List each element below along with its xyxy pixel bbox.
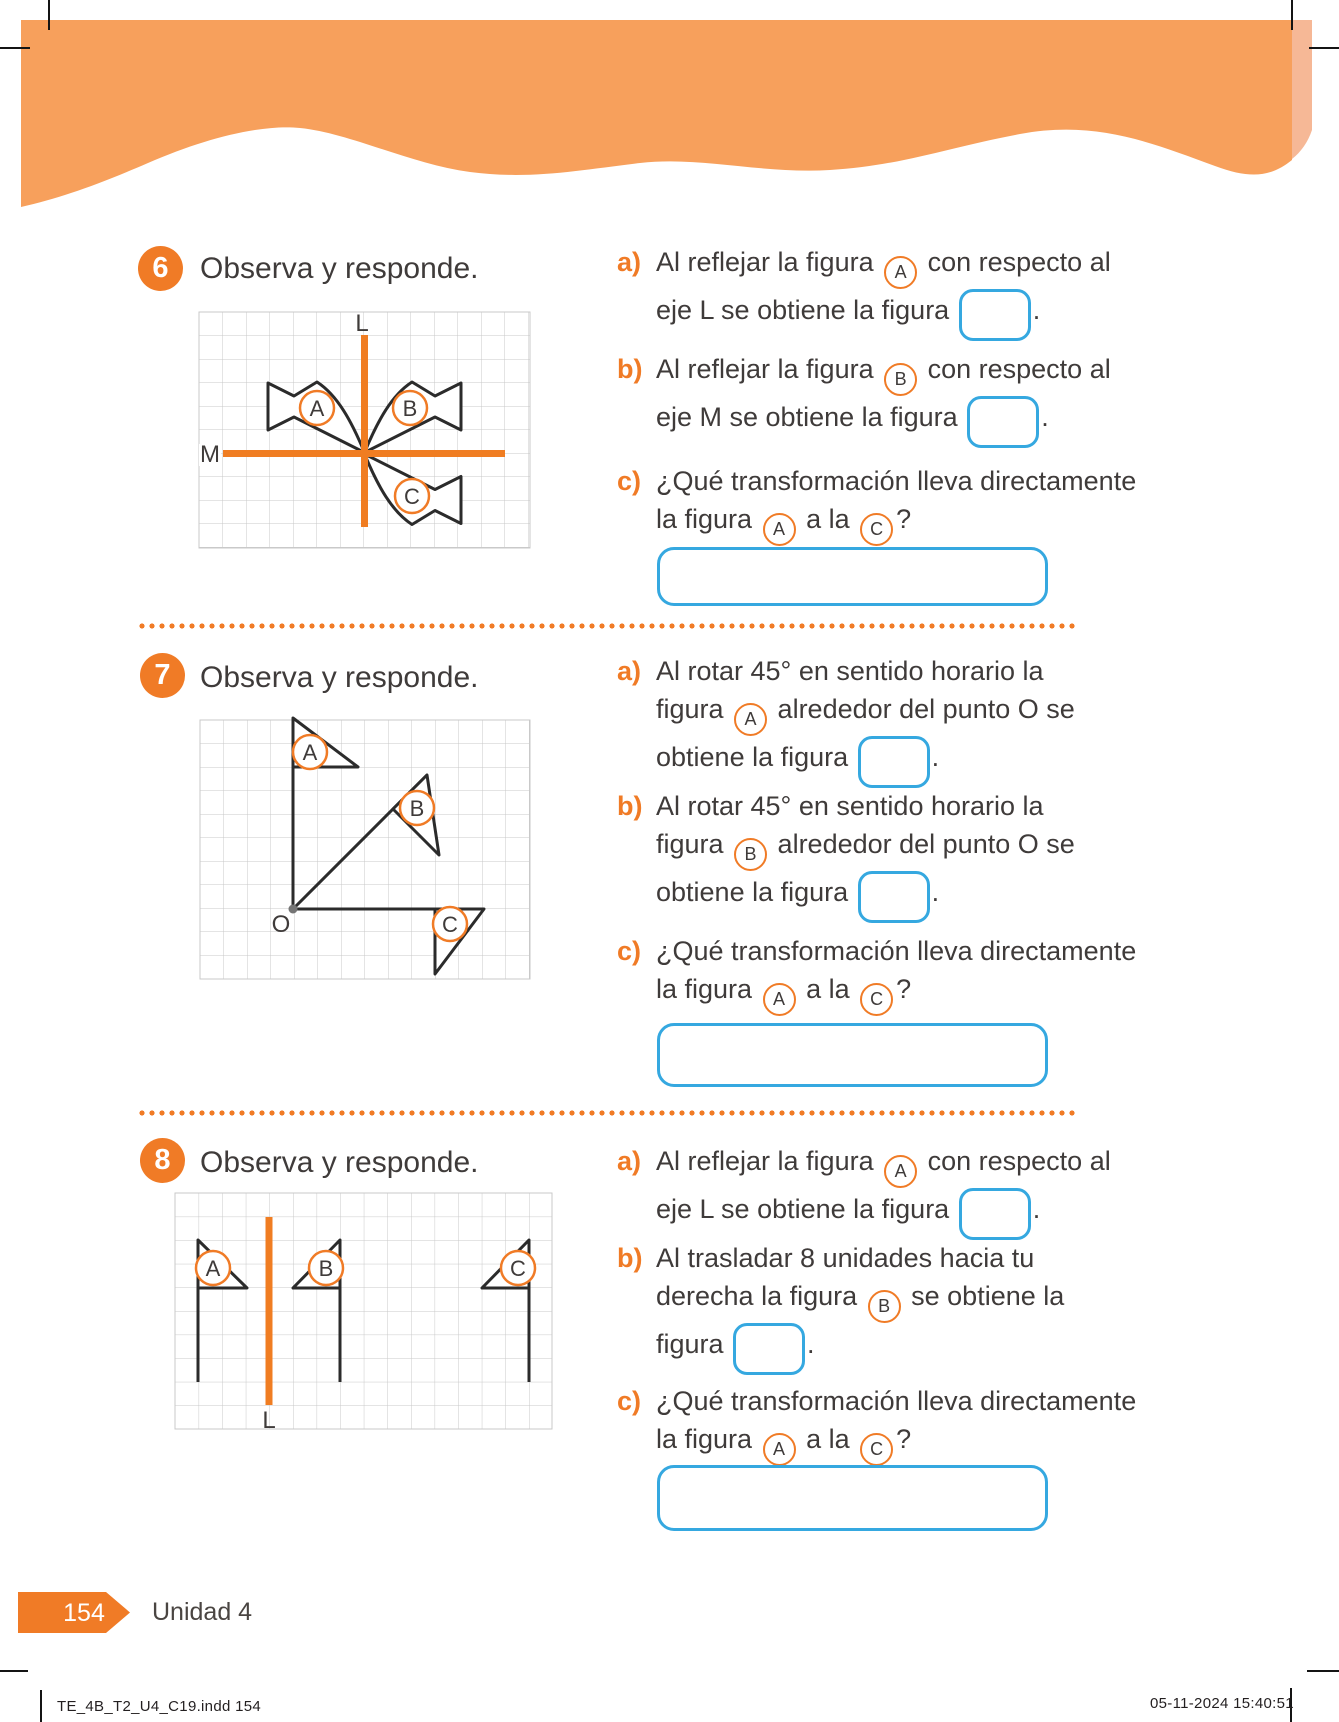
question-text: . [1032,294,1041,325]
question-text: obtiene la figura [656,741,856,772]
question-text: Al rotar 45° en sentido horario la [656,791,1044,821]
figure-a-chip [293,735,327,769]
question-7a-text [656,652,1075,788]
question-text: ¿Qué transformación lleva directamente [656,936,1137,966]
figure-a-chip [300,391,334,425]
question-text: . [807,1328,815,1359]
answer-box-large-6c[interactable] [657,547,1048,606]
svg-text:B: B [318,1256,334,1281]
exercise-7-diagram [200,720,530,979]
axis-l-label: L [355,310,369,337]
answer-box-inline[interactable] [733,1323,805,1375]
figure-b-chip-inline: B [734,838,767,871]
print-date-line: 05-11-2024 15:40:51 [1150,1695,1294,1712]
answer-box-inline[interactable] [858,736,930,788]
question-8b [617,1239,1064,1375]
exercise-6-number-badge [138,246,183,291]
question-text: ? [896,1424,912,1454]
question-text: Al reflejar la figura [656,247,882,277]
exercise-8-number-badge [140,1138,185,1183]
question-6a [617,243,1111,341]
answer-box-inline[interactable] [858,871,930,923]
cropmark-top-left-h [0,47,30,49]
exercise-6-diagram [199,312,530,548]
question-text: Al rotar 45° en sentido horario la [656,656,1044,686]
question-text: ? [896,974,912,1004]
exercise-6-number: 6 [152,252,169,284]
question-7c [617,932,1136,1016]
question-text: derecha la figura [656,1281,865,1311]
question-8c-text [656,1382,1136,1466]
question-text: a la [798,1424,858,1454]
exercise-6-prompt: Observa y responde. [200,252,479,285]
svg-text:A: A [309,396,325,421]
question-7b-label: b) [617,791,643,821]
question-text: . [1032,1193,1041,1224]
cropmark-bottom-left-v [40,1690,42,1722]
cropmark-bottom-right-h [1307,1670,1339,1672]
figure-a-chip-inline: A [734,703,767,736]
question-text: . [1041,401,1049,432]
question-text: eje L se obtiene la figura [656,1193,957,1224]
question-6c-text [656,462,1136,546]
exercise-8-number: 8 [154,1144,171,1176]
section-separator-2 [137,1110,1075,1116]
point-o-label: O [271,911,291,938]
question-text: . [931,876,940,907]
question-text: con respecto al [920,1146,1111,1176]
figure-a-chip-inline: A [763,1433,796,1466]
question-text: figura [656,829,732,859]
question-8b-label: b) [617,1243,643,1273]
header-wave-shape [21,20,1292,207]
question-8b-text [656,1239,1064,1375]
figure-b-chip [400,791,434,825]
question-6c [617,462,1136,546]
axis-l-label: L [262,1407,276,1434]
figure-a-chip-inline: A [763,983,796,1016]
figure-a-chip [196,1251,230,1285]
figure-a-chip-inline: A [884,1155,917,1188]
question-6c-label: c) [617,466,642,496]
question-text: a la [798,974,858,1004]
question-7a [617,652,1075,788]
svg-text:B: B [409,796,425,821]
question-text: Al reflejar la figura [656,1146,882,1176]
grid-7 [200,720,530,979]
svg-text:C: C [404,484,420,509]
figure-b-chip-inline: B [884,363,917,396]
question-text: eje L se obtiene la figura [656,294,957,325]
question-text: ? [896,504,912,534]
svg-text:C: C [442,912,458,937]
figure-a-chip-inline: A [884,256,917,289]
question-text: la figura [656,974,760,1004]
cropmark-top-right-v [1291,0,1293,30]
answer-box-inline[interactable] [959,1188,1031,1240]
question-8c-label: c) [617,1386,642,1416]
section-separator-1 [137,623,1075,629]
exercise-7-number-badge [140,653,185,698]
figure-b-chip-inline: B [868,1290,901,1323]
header-strip [1292,20,1312,159]
svg-text:A: A [302,740,318,765]
question-text: Al trasladar 8 unidades hacia tu [656,1243,1035,1273]
figure-c-chip-inline: C [860,983,893,1016]
question-6a-label: a) [617,247,642,277]
question-text: la figura [656,504,760,534]
question-8a-label: a) [617,1146,642,1176]
question-8c [617,1382,1136,1466]
question-text: ¿Qué transformación lleva directamente [656,1386,1137,1416]
figure-c-chip-inline: C [860,513,893,546]
question-text: alrededor del punto O se [770,829,1075,859]
question-text: se obtiene la [903,1281,1065,1311]
question-7a-label: a) [617,656,642,686]
question-7c-text [656,932,1136,1016]
cropmark-top-right-h [1309,47,1339,49]
header-wave [0,0,1339,220]
figure-c-chip-inline: C [860,1433,893,1466]
question-text: la figura [656,1424,760,1454]
question-text: Al reflejar la figura [656,354,882,384]
answer-box-large-8c[interactable] [657,1465,1048,1531]
svg-text:A: A [205,1256,221,1281]
question-text: . [931,741,940,772]
svg-text:C: C [510,1256,526,1281]
question-text: eje M se obtiene la figura [656,401,966,432]
page-number: 154 [63,1599,105,1627]
figure-a-chip-inline: A [763,513,796,546]
answer-box-large-7c[interactable] [657,1023,1048,1087]
exercise-7-prompt: Observa y responde. [200,661,479,694]
figure-c-chip [501,1251,535,1285]
question-6b [617,350,1111,448]
question-text: con respecto al [920,247,1111,277]
svg-text:B: B [402,396,418,421]
question-text: obtiene la figura [656,876,856,907]
question-text: ¿Qué transformación lleva directamente [656,466,1137,496]
figure-c-chip [433,907,467,941]
page-number-badge [18,1592,132,1633]
figure-b-chip [393,391,427,425]
cropmark-bottom-left-h [0,1670,28,1672]
unit-label: Unidad 4 [152,1598,253,1626]
exercise-8-diagram [175,1193,552,1434]
question-6a-text [656,243,1111,341]
question-6b-text [656,350,1111,448]
print-file-line: TE_4B_T2_U4_C19.indd 154 [57,1698,262,1715]
question-7b-text [656,787,1075,923]
answer-box-inline[interactable] [959,289,1031,341]
question-text: a la [798,504,858,534]
question-8a-text [656,1142,1111,1240]
question-text: figura [656,1328,732,1359]
question-6b-label: b) [617,354,643,384]
exercise-7-number: 7 [154,659,171,691]
question-8a [617,1142,1111,1240]
figure-c-chip [395,479,429,513]
grid-8 [175,1193,552,1429]
question-text: alrededor del punto O se [770,694,1075,724]
answer-box-inline[interactable] [967,396,1039,448]
figure-b-chip [309,1251,343,1285]
exercise-8-prompt: Observa y responde. [200,1146,479,1179]
question-7c-label: c) [617,936,642,966]
axis-m-label: M [200,441,220,468]
question-text: figura [656,694,732,724]
question-text: con respecto al [920,354,1111,384]
cropmark-top-left-v [48,0,50,30]
question-7b [617,787,1075,923]
